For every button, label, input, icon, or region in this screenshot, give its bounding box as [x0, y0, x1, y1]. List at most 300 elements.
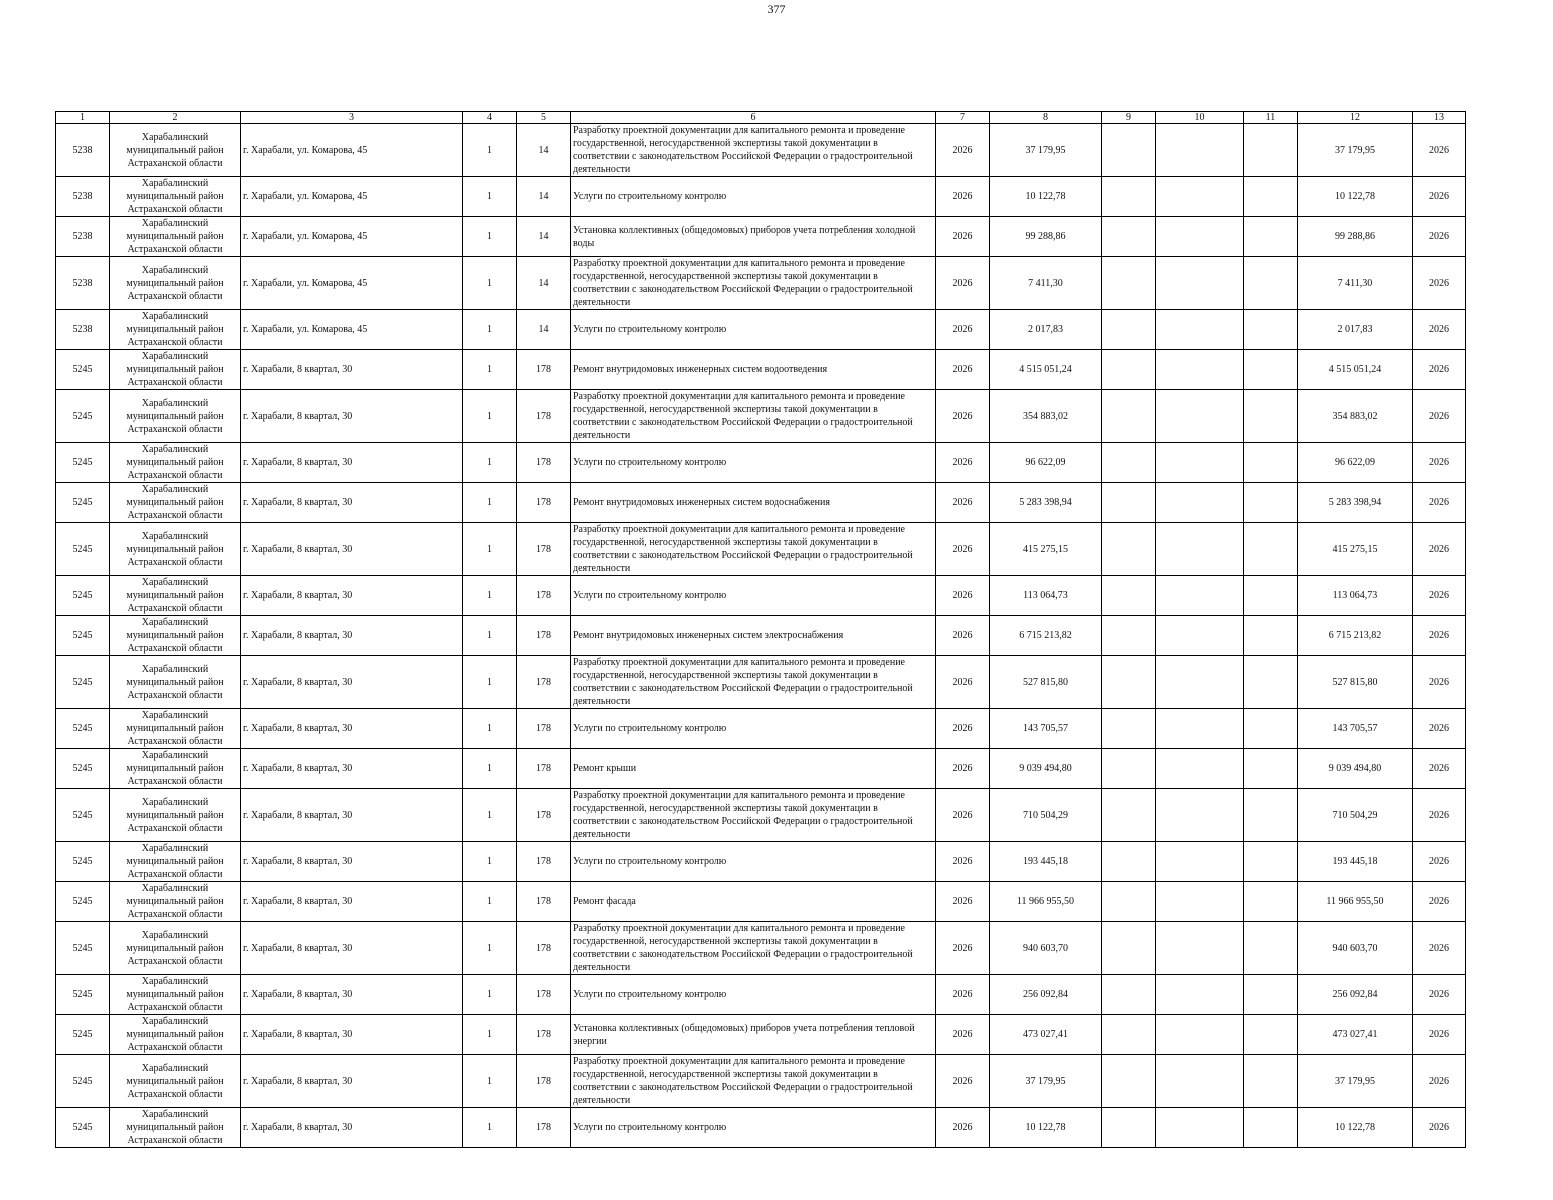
col9-cell: [1102, 709, 1156, 749]
table-row: [56, 1055, 1466, 1108]
district-cell: Харабалинский муниципальный район Астраханской области: [110, 177, 241, 217]
col10-cell: [1156, 576, 1244, 616]
col5-cell: 14: [517, 177, 571, 217]
col11-cell: [1244, 483, 1298, 523]
col4-cell: 1: [463, 1108, 517, 1148]
total-cell: 6 715 213,82: [1298, 616, 1413, 656]
total-cell: 10 122,78: [1298, 177, 1413, 217]
row-number-cell: 5245: [56, 350, 110, 390]
work-type-cell: Разработку проектной документации для капитального ремонта и проведение государственной, негосударственной экспертизы такой документации в соответствии с законодательством Российской Федерации о градостроительной деятельности: [571, 656, 936, 709]
completion-year-cell: 2026: [1413, 217, 1466, 257]
work-type-cell: Услуги по строительному контролю: [571, 842, 936, 882]
district-cell: Харабалинский муниципальный район Астраханской области: [110, 483, 241, 523]
table-row: [56, 975, 1466, 1015]
row-number-cell: 5245: [56, 443, 110, 483]
work-type-cell: Услуги по строительному контролю: [571, 576, 936, 616]
col4-cell: 1: [463, 576, 517, 616]
col4-cell: 1: [463, 443, 517, 483]
col11-cell: [1244, 443, 1298, 483]
address-cell: г. Харабали, 8 квартал, 30: [241, 922, 463, 975]
row-number-cell: 5245: [56, 1015, 110, 1055]
row-number-cell: 5245: [56, 709, 110, 749]
column-header: 2: [110, 112, 241, 124]
col4-cell: 1: [463, 656, 517, 709]
year-cell: 2026: [936, 1015, 990, 1055]
col10-cell: [1156, 656, 1244, 709]
amount-cell: 113 064,73: [990, 576, 1102, 616]
year-cell: 2026: [936, 177, 990, 217]
completion-year-cell: 2026: [1413, 1055, 1466, 1108]
total-cell: 9 039 494,80: [1298, 749, 1413, 789]
col10-cell: [1156, 310, 1244, 350]
amount-cell: 143 705,57: [990, 709, 1102, 749]
col4-cell: 1: [463, 789, 517, 842]
address-cell: г. Харабали, 8 квартал, 30: [241, 1055, 463, 1108]
col11-cell: [1244, 124, 1298, 177]
completion-year-cell: 2026: [1413, 749, 1466, 789]
district-cell: Харабалинский муниципальный район Астраханской области: [110, 443, 241, 483]
col11-cell: [1244, 842, 1298, 882]
col11-cell: [1244, 350, 1298, 390]
year-cell: 2026: [936, 709, 990, 749]
col5-cell: 178: [517, 842, 571, 882]
work-type-cell: Услуги по строительному контролю: [571, 709, 936, 749]
table-row: [56, 523, 1466, 576]
table-row: [56, 310, 1466, 350]
year-cell: 2026: [936, 656, 990, 709]
col5-cell: 178: [517, 749, 571, 789]
col10-cell: [1156, 124, 1244, 177]
district-cell: Харабалинский муниципальный район Астраханской области: [110, 310, 241, 350]
col10-cell: [1156, 390, 1244, 443]
col11-cell: [1244, 1108, 1298, 1148]
address-cell: г. Харабали, ул. Комарова, 45: [241, 177, 463, 217]
col5-cell: 178: [517, 390, 571, 443]
col5-cell: 178: [517, 1015, 571, 1055]
row-number-cell: 5245: [56, 749, 110, 789]
year-cell: 2026: [936, 882, 990, 922]
col9-cell: [1102, 483, 1156, 523]
district-cell: Харабалинский муниципальный район Астраханской области: [110, 749, 241, 789]
address-cell: г. Харабали, ул. Комарова, 45: [241, 257, 463, 310]
work-type-cell: Услуги по строительному контролю: [571, 310, 936, 350]
col5-cell: 178: [517, 1055, 571, 1108]
col9-cell: [1102, 1055, 1156, 1108]
col9-cell: [1102, 390, 1156, 443]
col9-cell: [1102, 1015, 1156, 1055]
col11-cell: [1244, 523, 1298, 576]
table-row: [56, 789, 1466, 842]
col4-cell: 1: [463, 709, 517, 749]
col9-cell: [1102, 789, 1156, 842]
column-header: 11: [1244, 112, 1298, 124]
col4-cell: 1: [463, 217, 517, 257]
district-cell: Харабалинский муниципальный район Астраханской области: [110, 217, 241, 257]
work-type-cell: Услуги по строительному контролю: [571, 177, 936, 217]
year-cell: 2026: [936, 749, 990, 789]
col11-cell: [1244, 576, 1298, 616]
completion-year-cell: 2026: [1413, 842, 1466, 882]
col9-cell: [1102, 177, 1156, 217]
total-cell: 5 283 398,94: [1298, 483, 1413, 523]
col11-cell: [1244, 217, 1298, 257]
work-type-cell: Разработку проектной документации для капитального ремонта и проведение государственной, негосударственной экспертизы такой документации в соответствии с законодательством Российской Федерации о градостроительной деятельности: [571, 257, 936, 310]
address-cell: г. Харабали, 8 квартал, 30: [241, 882, 463, 922]
col9-cell: [1102, 257, 1156, 310]
col4-cell: 1: [463, 257, 517, 310]
year-cell: 2026: [936, 483, 990, 523]
col10-cell: [1156, 1055, 1244, 1108]
works-table: [55, 111, 1466, 1148]
col10-cell: [1156, 483, 1244, 523]
table-row: [56, 390, 1466, 443]
row-number-cell: 5238: [56, 124, 110, 177]
amount-cell: 11 966 955,50: [990, 882, 1102, 922]
column-number-row: [56, 112, 1466, 124]
completion-year-cell: 2026: [1413, 1015, 1466, 1055]
col11-cell: [1244, 616, 1298, 656]
col11-cell: [1244, 257, 1298, 310]
address-cell: г. Харабали, 8 квартал, 30: [241, 1108, 463, 1148]
row-number-cell: 5238: [56, 310, 110, 350]
col5-cell: 178: [517, 576, 571, 616]
completion-year-cell: 2026: [1413, 177, 1466, 217]
district-cell: Харабалинский муниципальный район Астраханской области: [110, 390, 241, 443]
total-cell: 473 027,41: [1298, 1015, 1413, 1055]
amount-cell: 193 445,18: [990, 842, 1102, 882]
amount-cell: 10 122,78: [990, 177, 1102, 217]
amount-cell: 9 039 494,80: [990, 749, 1102, 789]
col5-cell: 178: [517, 350, 571, 390]
row-number-cell: 5245: [56, 842, 110, 882]
address-cell: г. Харабали, 8 квартал, 30: [241, 523, 463, 576]
column-header: 12: [1298, 112, 1413, 124]
completion-year-cell: 2026: [1413, 709, 1466, 749]
address-cell: г. Харабали, 8 квартал, 30: [241, 576, 463, 616]
table-row: [56, 217, 1466, 257]
work-type-cell: Услуги по строительному контролю: [571, 1108, 936, 1148]
completion-year-cell: 2026: [1413, 576, 1466, 616]
column-header: 4: [463, 112, 517, 124]
work-type-cell: Установка коллективных (общедомовых) приборов учета потребления холодной воды: [571, 217, 936, 257]
completion-year-cell: 2026: [1413, 616, 1466, 656]
col5-cell: 178: [517, 975, 571, 1015]
total-cell: 99 288,86: [1298, 217, 1413, 257]
col9-cell: [1102, 350, 1156, 390]
col10-cell: [1156, 350, 1244, 390]
col10-cell: [1156, 709, 1244, 749]
total-cell: 256 092,84: [1298, 975, 1413, 1015]
col5-cell: 178: [517, 483, 571, 523]
year-cell: 2026: [936, 842, 990, 882]
col9-cell: [1102, 842, 1156, 882]
amount-cell: 256 092,84: [990, 975, 1102, 1015]
amount-cell: 415 275,15: [990, 523, 1102, 576]
work-type-cell: Установка коллективных (общедомовых) приборов учета потребления тепловой энергии: [571, 1015, 936, 1055]
year-cell: 2026: [936, 789, 990, 842]
district-cell: Харабалинский муниципальный район Астраханской области: [110, 709, 241, 749]
col9-cell: [1102, 523, 1156, 576]
work-type-cell: Услуги по строительному контролю: [571, 443, 936, 483]
row-number-cell: 5245: [56, 1108, 110, 1148]
total-cell: 193 445,18: [1298, 842, 1413, 882]
work-type-cell: Ремонт внутридомовых инженерных систем водоснабжения: [571, 483, 936, 523]
completion-year-cell: 2026: [1413, 257, 1466, 310]
amount-cell: 940 603,70: [990, 922, 1102, 975]
col4-cell: 1: [463, 1055, 517, 1108]
amount-cell: 5 283 398,94: [990, 483, 1102, 523]
col4-cell: 1: [463, 310, 517, 350]
year-cell: 2026: [936, 523, 990, 576]
district-cell: Харабалинский муниципальный район Астраханской области: [110, 656, 241, 709]
total-cell: 37 179,95: [1298, 1055, 1413, 1108]
col9-cell: [1102, 975, 1156, 1015]
address-cell: г. Харабали, 8 квартал, 30: [241, 443, 463, 483]
total-cell: 11 966 955,50: [1298, 882, 1413, 922]
table-row: [56, 124, 1466, 177]
col4-cell: 1: [463, 842, 517, 882]
col5-cell: 178: [517, 523, 571, 576]
address-cell: г. Харабали, 8 квартал, 30: [241, 1015, 463, 1055]
col5-cell: 178: [517, 922, 571, 975]
amount-cell: 4 515 051,24: [990, 350, 1102, 390]
col5-cell: 178: [517, 1108, 571, 1148]
col4-cell: 1: [463, 749, 517, 789]
total-cell: 113 064,73: [1298, 576, 1413, 616]
row-number-cell: 5245: [56, 523, 110, 576]
completion-year-cell: 2026: [1413, 882, 1466, 922]
total-cell: 940 603,70: [1298, 922, 1413, 975]
col5-cell: 178: [517, 656, 571, 709]
amount-cell: 710 504,29: [990, 789, 1102, 842]
column-header: 13: [1413, 112, 1466, 124]
work-type-cell: Разработку проектной документации для капитального ремонта и проведение государственной, негосударственной экспертизы такой документации в соответствии с законодательством Российской Федерации о градостроительной деятельности: [571, 390, 936, 443]
year-cell: 2026: [936, 1055, 990, 1108]
col11-cell: [1244, 1015, 1298, 1055]
col10-cell: [1156, 1015, 1244, 1055]
col11-cell: [1244, 922, 1298, 975]
amount-cell: 2 017,83: [990, 310, 1102, 350]
col5-cell: 14: [517, 310, 571, 350]
table-row: [56, 922, 1466, 975]
col5-cell: 14: [517, 217, 571, 257]
total-cell: 7 411,30: [1298, 257, 1413, 310]
col4-cell: 1: [463, 1015, 517, 1055]
row-number-cell: 5238: [56, 177, 110, 217]
total-cell: 37 179,95: [1298, 124, 1413, 177]
row-number-cell: 5238: [56, 217, 110, 257]
col4-cell: 1: [463, 882, 517, 922]
col10-cell: [1156, 1108, 1244, 1148]
address-cell: г. Харабали, 8 квартал, 30: [241, 709, 463, 749]
col10-cell: [1156, 975, 1244, 1015]
col9-cell: [1102, 922, 1156, 975]
completion-year-cell: 2026: [1413, 443, 1466, 483]
completion-year-cell: 2026: [1413, 350, 1466, 390]
year-cell: 2026: [936, 350, 990, 390]
year-cell: 2026: [936, 576, 990, 616]
total-cell: 10 122,78: [1298, 1108, 1413, 1148]
completion-year-cell: 2026: [1413, 656, 1466, 709]
work-type-cell: Ремонт крыши: [571, 749, 936, 789]
col11-cell: [1244, 1055, 1298, 1108]
column-header: 10: [1156, 112, 1244, 124]
table-row: [56, 749, 1466, 789]
work-type-cell: Разработку проектной документации для капитального ремонта и проведение государственной, негосударственной экспертизы такой документации в соответствии с законодательством Российской Федерации о градостроительной деятельности: [571, 523, 936, 576]
col9-cell: [1102, 576, 1156, 616]
table-row: [56, 443, 1466, 483]
district-cell: Харабалинский муниципальный район Астраханской области: [110, 975, 241, 1015]
col5-cell: 178: [517, 789, 571, 842]
col9-cell: [1102, 310, 1156, 350]
district-cell: Харабалинский муниципальный район Астраханской области: [110, 616, 241, 656]
work-type-cell: Ремонт фасада: [571, 882, 936, 922]
column-header: 1: [56, 112, 110, 124]
col11-cell: [1244, 177, 1298, 217]
row-number-cell: 5245: [56, 922, 110, 975]
col4-cell: 1: [463, 390, 517, 443]
total-cell: 527 815,80: [1298, 656, 1413, 709]
table-row: [56, 1108, 1466, 1148]
district-cell: Харабалинский муниципальный район Астраханской области: [110, 523, 241, 576]
work-type-cell: Ремонт внутридомовых инженерных систем электроснабжения: [571, 616, 936, 656]
district-cell: Харабалинский муниципальный район Астраханской области: [110, 789, 241, 842]
col10-cell: [1156, 523, 1244, 576]
row-number-cell: 5238: [56, 257, 110, 310]
table-body: [56, 124, 1466, 1148]
year-cell: 2026: [936, 616, 990, 656]
col4-cell: 1: [463, 922, 517, 975]
work-type-cell: Разработку проектной документации для капитального ремонта и проведение государственной, негосударственной экспертизы такой документации в соответствии с законодательством Российской Федерации о градостроительной деятельности: [571, 124, 936, 177]
address-cell: г. Харабали, ул. Комарова, 45: [241, 310, 463, 350]
column-header: 9: [1102, 112, 1156, 124]
year-cell: 2026: [936, 922, 990, 975]
amount-cell: 473 027,41: [990, 1015, 1102, 1055]
completion-year-cell: 2026: [1413, 789, 1466, 842]
address-cell: г. Харабали, 8 квартал, 30: [241, 975, 463, 1015]
col10-cell: [1156, 177, 1244, 217]
year-cell: 2026: [936, 1108, 990, 1148]
total-cell: 415 275,15: [1298, 523, 1413, 576]
completion-year-cell: 2026: [1413, 310, 1466, 350]
col10-cell: [1156, 882, 1244, 922]
table-row: [56, 576, 1466, 616]
address-cell: г. Харабали, 8 квартал, 30: [241, 616, 463, 656]
col11-cell: [1244, 789, 1298, 842]
amount-cell: 6 715 213,82: [990, 616, 1102, 656]
amount-cell: 99 288,86: [990, 217, 1102, 257]
col5-cell: 178: [517, 616, 571, 656]
year-cell: 2026: [936, 975, 990, 1015]
completion-year-cell: 2026: [1413, 1108, 1466, 1148]
district-cell: Харабалинский муниципальный район Астраханской области: [110, 350, 241, 390]
address-cell: г. Харабали, 8 квартал, 30: [241, 842, 463, 882]
col5-cell: 178: [517, 709, 571, 749]
year-cell: 2026: [936, 217, 990, 257]
table-row: [56, 709, 1466, 749]
completion-year-cell: 2026: [1413, 523, 1466, 576]
col4-cell: 1: [463, 975, 517, 1015]
row-number-cell: 5245: [56, 789, 110, 842]
col5-cell: 14: [517, 124, 571, 177]
year-cell: 2026: [936, 310, 990, 350]
row-number-cell: 5245: [56, 390, 110, 443]
col11-cell: [1244, 656, 1298, 709]
amount-cell: 37 179,95: [990, 124, 1102, 177]
amount-cell: 527 815,80: [990, 656, 1102, 709]
col9-cell: [1102, 882, 1156, 922]
work-type-cell: Услуги по строительному контролю: [571, 975, 936, 1015]
year-cell: 2026: [936, 443, 990, 483]
row-number-cell: 5245: [56, 483, 110, 523]
district-cell: Харабалинский муниципальный район Астраханской области: [110, 124, 241, 177]
row-number-cell: 5245: [56, 616, 110, 656]
col11-cell: [1244, 882, 1298, 922]
completion-year-cell: 2026: [1413, 975, 1466, 1015]
district-cell: Харабалинский муниципальный район Астраханской области: [110, 1108, 241, 1148]
total-cell: 354 883,02: [1298, 390, 1413, 443]
table-row: [56, 656, 1466, 709]
col4-cell: 1: [463, 124, 517, 177]
amount-cell: 354 883,02: [990, 390, 1102, 443]
work-type-cell: Разработку проектной документации для капитального ремонта и проведение государственной, негосударственной экспертизы такой документации в соответствии с законодательством Российской Федерации о градостроительной деятельности: [571, 922, 936, 975]
col4-cell: 1: [463, 177, 517, 217]
district-cell: Харабалинский муниципальный район Астраханской области: [110, 1015, 241, 1055]
year-cell: 2026: [936, 257, 990, 310]
table-row: [56, 177, 1466, 217]
col9-cell: [1102, 443, 1156, 483]
district-cell: Харабалинский муниципальный район Астраханской области: [110, 882, 241, 922]
table-row: [56, 483, 1466, 523]
total-cell: 710 504,29: [1298, 789, 1413, 842]
year-cell: 2026: [936, 124, 990, 177]
address-cell: г. Харабали, 8 квартал, 30: [241, 390, 463, 443]
col9-cell: [1102, 217, 1156, 257]
year-cell: 2026: [936, 390, 990, 443]
work-type-cell: Ремонт внутридомовых инженерных систем водоотведения: [571, 350, 936, 390]
address-cell: г. Харабали, 8 квартал, 30: [241, 789, 463, 842]
col10-cell: [1156, 217, 1244, 257]
col10-cell: [1156, 443, 1244, 483]
col11-cell: [1244, 310, 1298, 350]
table-row: [56, 350, 1466, 390]
address-cell: г. Харабали, ул. Комарова, 45: [241, 217, 463, 257]
row-number-cell: 5245: [56, 656, 110, 709]
amount-cell: 96 622,09: [990, 443, 1102, 483]
column-header: 5: [517, 112, 571, 124]
column-header: 8: [990, 112, 1102, 124]
col5-cell: 14: [517, 257, 571, 310]
completion-year-cell: 2026: [1413, 483, 1466, 523]
col11-cell: [1244, 975, 1298, 1015]
work-type-cell: Разработку проектной документации для капитального ремонта и проведение государственной, негосударственной экспертизы такой документации в соответствии с законодательством Российской Федерации о градостроительной деятельности: [571, 789, 936, 842]
address-cell: г. Харабали, ул. Комарова, 45: [241, 124, 463, 177]
district-cell: Харабалинский муниципальный район Астраханской области: [110, 842, 241, 882]
address-cell: г. Харабали, 8 квартал, 30: [241, 656, 463, 709]
district-cell: Харабалинский муниципальный район Астраханской области: [110, 1055, 241, 1108]
col10-cell: [1156, 789, 1244, 842]
col11-cell: [1244, 749, 1298, 789]
col4-cell: 1: [463, 616, 517, 656]
table-row: [56, 616, 1466, 656]
address-cell: г. Харабали, 8 квартал, 30: [241, 350, 463, 390]
column-header: 6: [571, 112, 936, 124]
col9-cell: [1102, 616, 1156, 656]
row-number-cell: 5245: [56, 576, 110, 616]
col10-cell: [1156, 842, 1244, 882]
column-header: 7: [936, 112, 990, 124]
work-type-cell: Разработку проектной документации для капитального ремонта и проведение государственной, негосударственной экспертизы такой документации в соответствии с законодательством Российской Федерации о градостроительной деятельности: [571, 1055, 936, 1108]
